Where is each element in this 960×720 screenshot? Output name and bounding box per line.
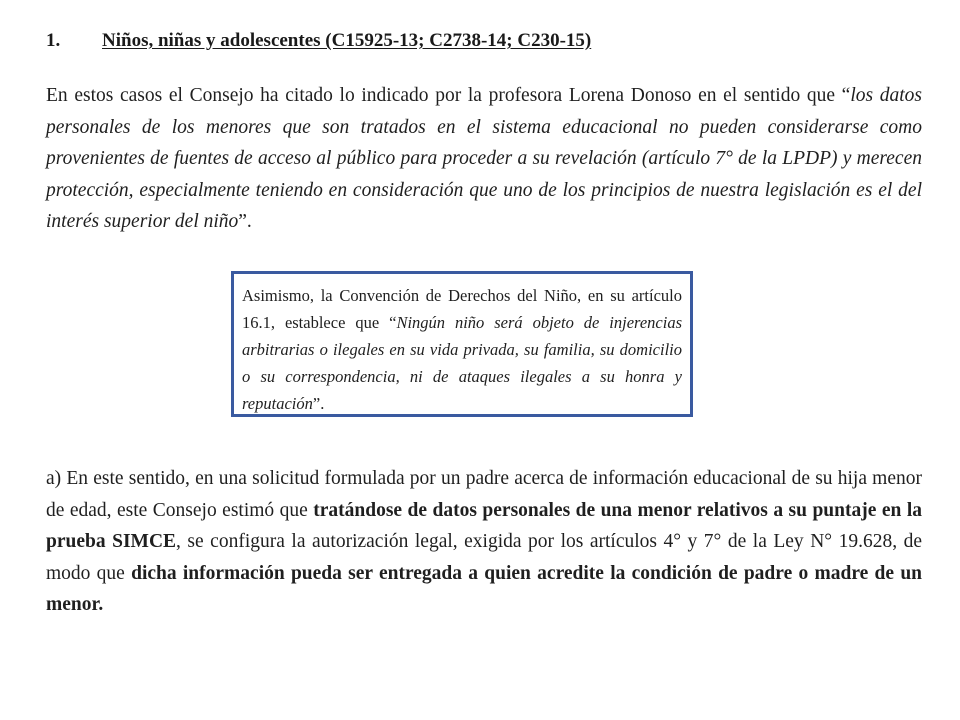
callout-intro: Asimismo, la Convención de Derechos del Niño, en su artículo 16.1, establece que “ bbox=[242, 286, 682, 332]
callout-outro: ”. bbox=[312, 394, 325, 413]
paragraph2-bold1: tratándose de datos personales de una menor relativos a su puntaje en la prueba SIMCE bbox=[46, 499, 922, 552]
paragraph2-part2: , se configura la autorización legal, exigida por los artículos 4° y 7° de la Ley N° 19.628, de modo que bbox=[46, 531, 923, 584]
paragraph2-bold2: dicha información pueda ser entregada a quien acredite la condición de padre o madre de un menor. bbox=[46, 562, 923, 615]
section-title: Niños, niñas y adolescentes (C15925-13; C2738-14; C230-15) bbox=[102, 30, 592, 51]
section-heading bbox=[46, 30, 591, 52]
callout-quote: Ningún niño será objeto de injerencias arbitrarias o ilegales en su vida privada, su familia, su domicilio o su correspondencia, ni de ataques ilegales a su honra y reputación bbox=[242, 313, 683, 413]
paragraph2-part1: a) En este sentido, en una solicitud formulada por un padre acerca de información educacional de su hija menor de edad, este Consejo estimó que bbox=[46, 468, 922, 521]
convention-callout-box bbox=[231, 271, 693, 417]
callout-text bbox=[242, 282, 682, 417]
paragraph-donoso-citation bbox=[46, 80, 922, 238]
paragraph1-quote: los datos personales de los menores que son tratados en el sistema educacional no pueden considerarse como provenientes de fuentes de acceso al público para proceder a su revelación (artículo 7° de la LPDP) y merecen protección, especialmente teniendo en consideración que uno de los principios de nuestra legislación es el del interés superior del niño bbox=[46, 85, 923, 232]
paragraph1-outro: ”. bbox=[238, 211, 252, 232]
paragraph-simce-case bbox=[46, 463, 922, 621]
section-number: 1. bbox=[46, 30, 61, 51]
paragraph1-intro: En estos casos el Consejo ha citado lo indicado por la profesora Lorena Donoso en el sentido que “ bbox=[46, 85, 851, 106]
